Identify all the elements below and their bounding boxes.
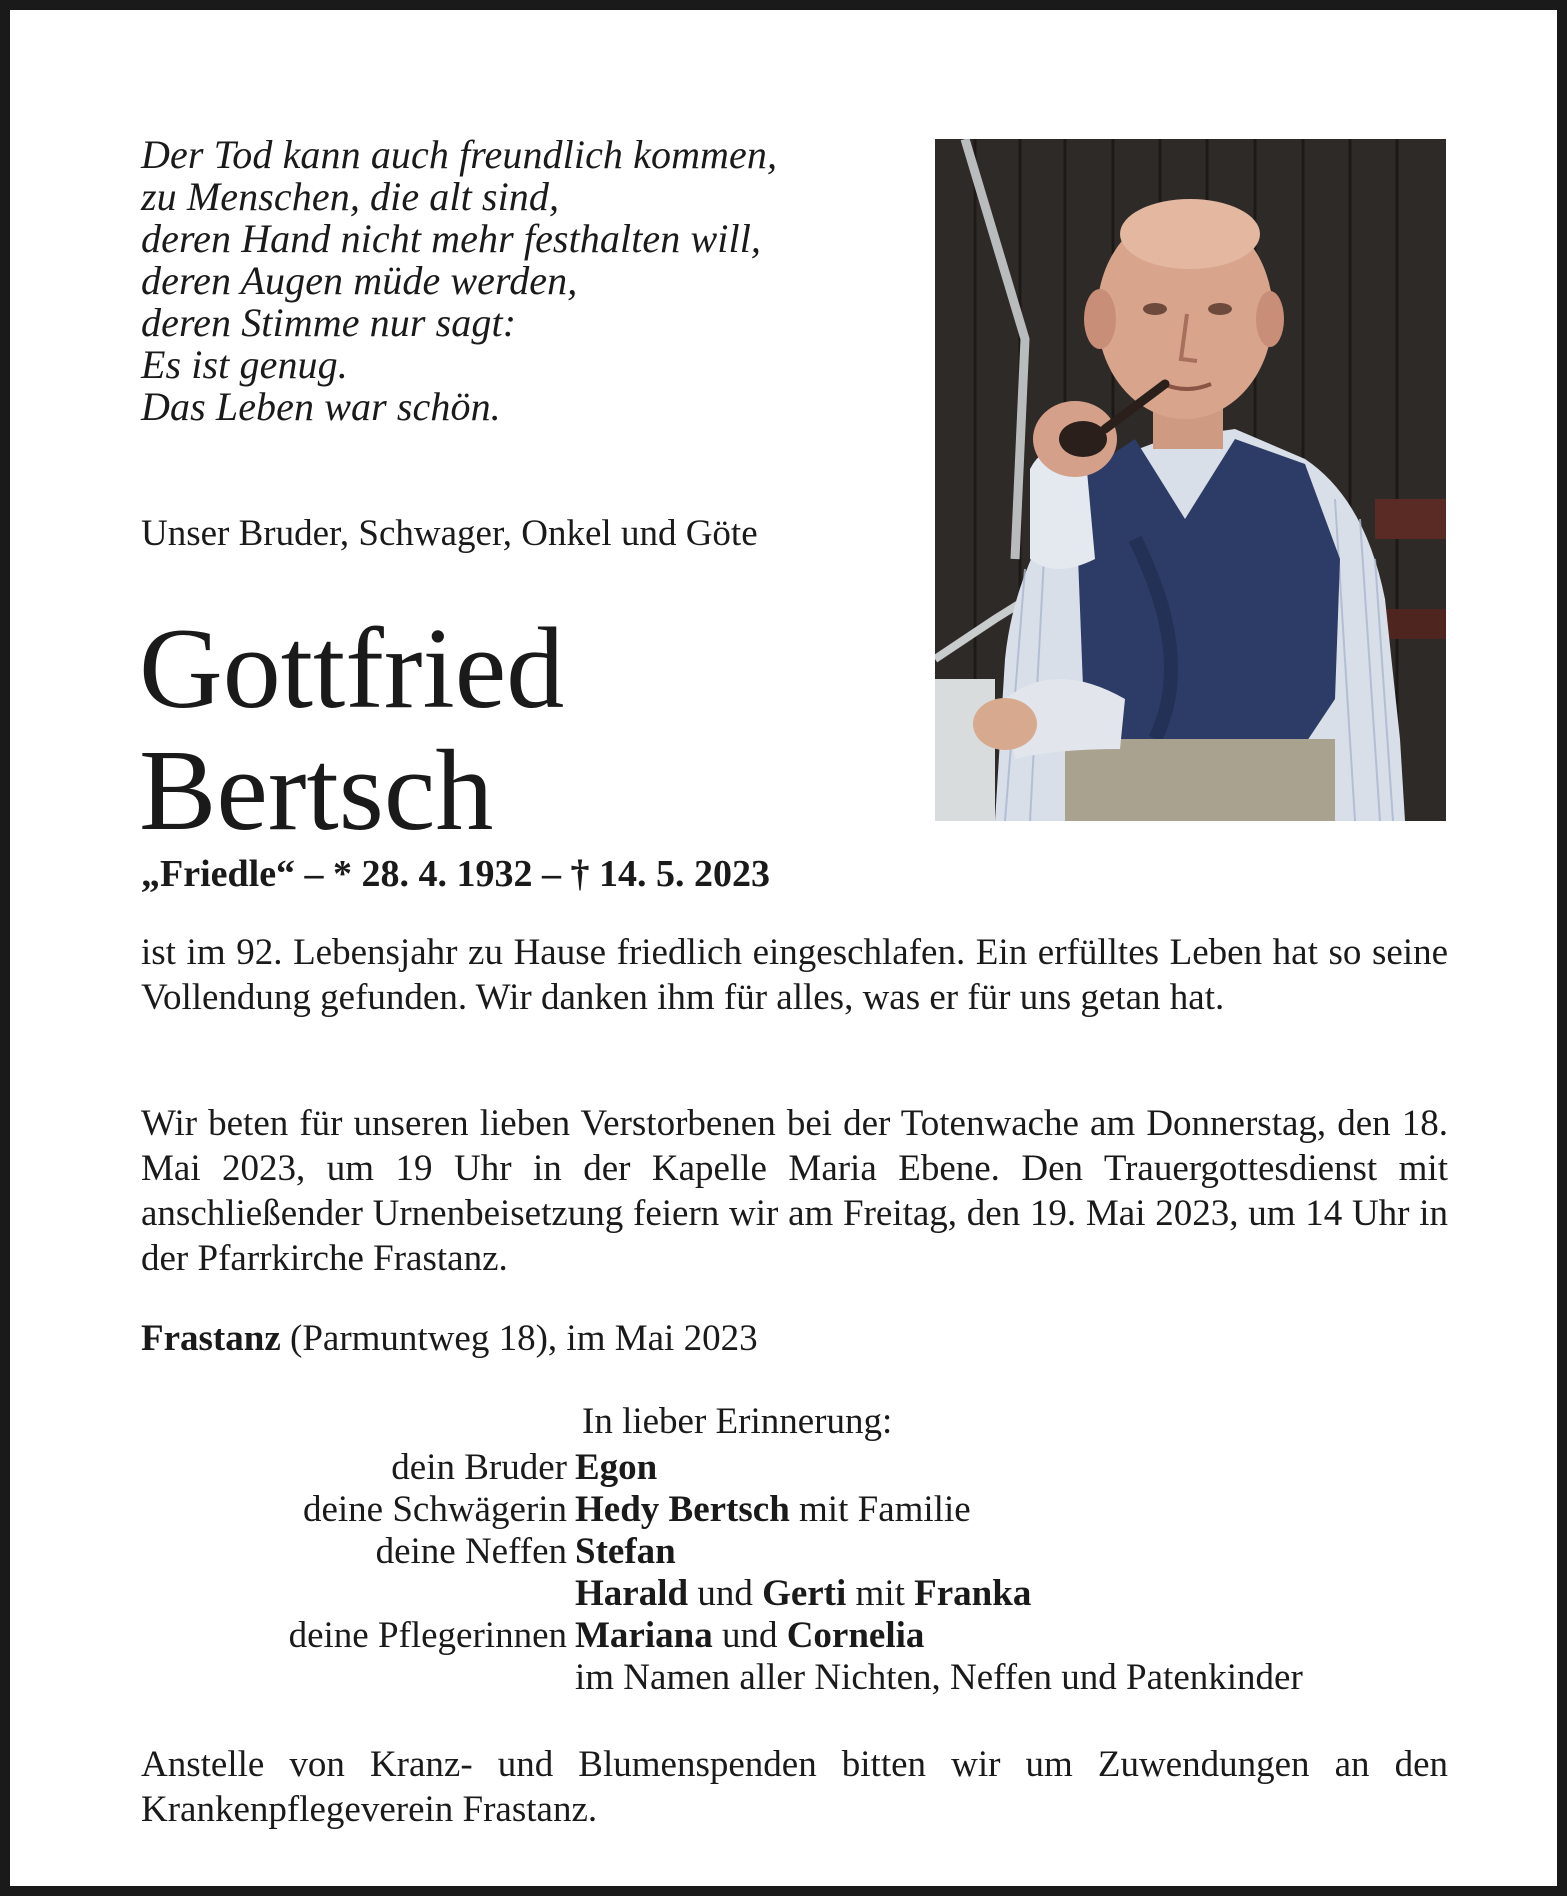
first-name: Gottfried <box>139 605 565 733</box>
conjunction: und <box>688 1573 763 1614</box>
mourner-row <box>141 1657 1448 1699</box>
relation-label: dein Bruder <box>391 1447 567 1488</box>
poem-line: Der Tod kann auch freundlich kommen, <box>141 132 778 177</box>
mourner-name: Franka <box>914 1573 1032 1614</box>
mourner-names: im Namen aller Nichten, Neffen und Patenkinder <box>575 1657 1303 1698</box>
relation-label: deine Schwägerin <box>302 1489 567 1530</box>
mourner-names <box>575 1489 1448 1531</box>
mourner-names <box>575 1447 1448 1489</box>
mourner-row <box>141 1531 1448 1573</box>
poem <box>141 134 777 428</box>
death-notice-paragraph: ist im 92. Lebensjahr zu Hause friedlich eingeschlafen. Ein erfülltes Leben hat so seine Vollendung gefunden. Wir danken ihm für alles, was er für uns getan hat. <box>141 932 1448 1018</box>
poem-line: Das Leben war schön. <box>141 384 501 429</box>
conjunction: und <box>712 1615 787 1656</box>
mourner-name: Cornelia <box>786 1615 925 1656</box>
mourner-row <box>141 1615 1448 1657</box>
place-date-line <box>141 1317 758 1361</box>
memory-heading: In lieber Erinnerung: <box>582 1401 893 1442</box>
conjunction: mit <box>846 1573 915 1614</box>
poem-line: Es ist genug. <box>141 342 348 387</box>
mourner-name: Hedy Bertsch <box>575 1489 790 1530</box>
poem-line: deren Hand nicht mehr festhalten will, <box>141 216 762 261</box>
service-info-paragraph: Wir beten für unseren lieben Verstorbenen bei der Totenwache am Donnerstag, den 18. Mai 2023, um 19 Uhr in der Kapelle Maria Ebene. Den Trauergottesdienst mit anschließender Urnenbeisetzung feiern wir am Freitag, den 19. Mai 2023, um 14 Uhr in der Pfarrkirche Frastanz. <box>141 1103 1448 1279</box>
mourners-list <box>141 1447 1448 1699</box>
last-name: Bertsch <box>139 727 494 855</box>
mourner-names <box>575 1615 1448 1657</box>
poem-line: deren Stimme nur sagt: <box>141 300 517 345</box>
poem-line: zu Menschen, die alt sind, <box>141 174 560 219</box>
mourner-name: Gerti <box>762 1573 847 1614</box>
mourner-name: Harald <box>575 1573 689 1614</box>
mourner-name: Mariana <box>575 1615 713 1656</box>
relation-label <box>141 1657 575 1699</box>
intro-line: Unser Bruder, Schwager, Onkel und Göte <box>141 513 758 554</box>
life-dates: „Friedle“ – * 28. 4. 1932 – † 14. 5. 2023 <box>141 853 771 895</box>
mourner-name: Stefan <box>575 1531 676 1572</box>
deceased-name <box>139 605 565 855</box>
relation-label: deine Pflegerinnen <box>288 1615 567 1656</box>
mourner-row <box>141 1573 1448 1615</box>
mourner-row <box>141 1447 1448 1489</box>
poem-line: deren Augen müde werden, <box>141 258 578 303</box>
town-name: Frastanz <box>141 1318 281 1359</box>
portrait-photo <box>935 139 1446 821</box>
portrait-illustration <box>935 139 1446 821</box>
mourner-names <box>575 1573 1448 1615</box>
relation-label: deine Neffen <box>375 1531 567 1572</box>
mourner-row <box>141 1489 1448 1531</box>
mourner-name: Egon <box>575 1447 658 1488</box>
mourner-suffix: mit Familie <box>789 1489 971 1530</box>
address-date: (Parmuntweg 18), im Mai 2023 <box>280 1318 758 1359</box>
mourner-names <box>575 1531 1448 1573</box>
relation-label <box>141 1573 575 1615</box>
donation-request-paragraph: Anstelle von Kranz- und Blumenspenden bitten wir um Zuwendungen an den Krankenpflegeverein Frastanz. <box>141 1744 1448 1830</box>
